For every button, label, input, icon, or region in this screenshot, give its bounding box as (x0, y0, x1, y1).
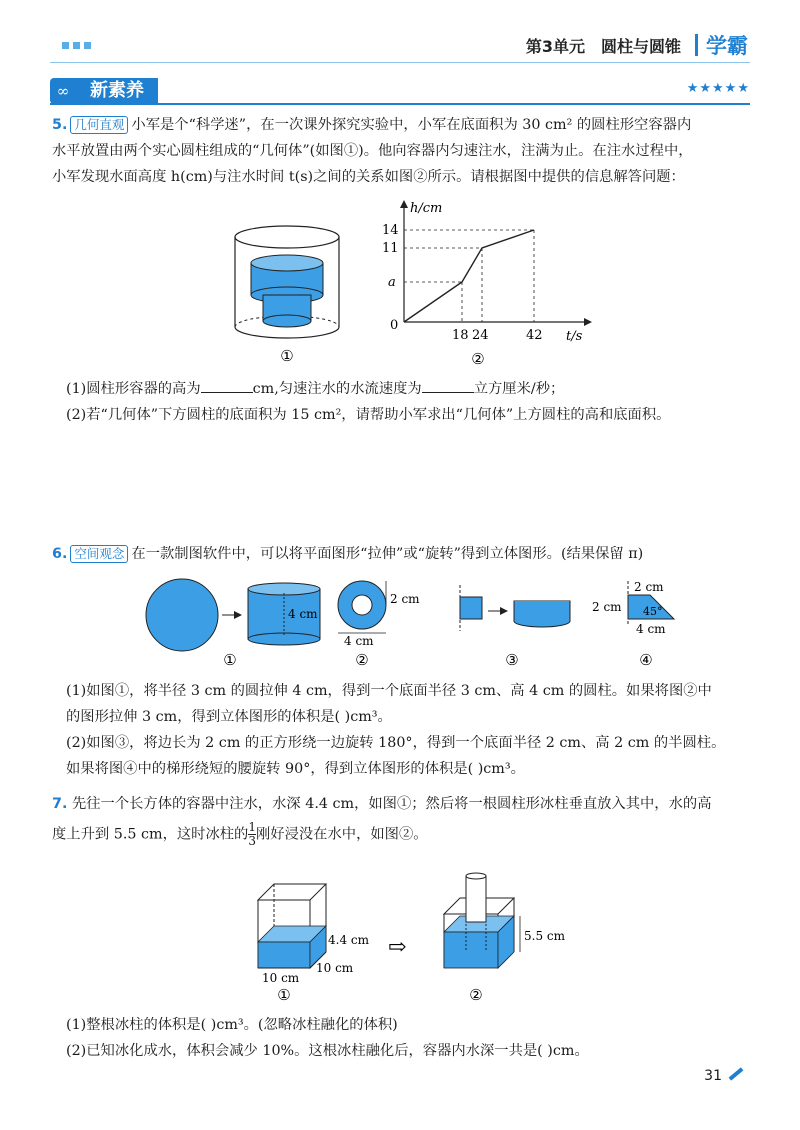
header-separator (695, 34, 698, 56)
section-banner (50, 78, 158, 104)
q7-fig1-label: ① (277, 986, 291, 1004)
graph-xlabel: t/s (566, 329, 583, 344)
q7-fig2-label: ② (469, 986, 483, 1004)
xtick-42: 42 (526, 328, 543, 343)
topic-label: 圆柱与圆锥 (600, 36, 681, 56)
frac-den: 3 (248, 834, 256, 848)
q6-fig3-label: ③ (505, 651, 519, 669)
q6-fig4-label: ④ (639, 651, 653, 669)
fig4-bottom: 4 cm (636, 622, 666, 636)
ytick-a: a (388, 275, 396, 290)
difficulty-stars: ★★★★★ (686, 81, 750, 96)
header-decoration (62, 42, 91, 49)
q7-figures (248, 868, 578, 1008)
fig1-height: 4 cm (288, 607, 318, 621)
q6-sub2-line1: (2)如图③，将边长为 2 cm 的正方形绕一边旋转 180°，得到一个底面半径 2 cm、高 2 cm 的半圆柱。 (66, 735, 726, 751)
q6-number: 6. (52, 546, 68, 562)
q7-text (52, 791, 752, 848)
q6-line1: 在一款制图软件中，可以将平面图形“拉伸”或“旋转”得到立体图形。(结果保留 π) (131, 546, 644, 562)
section-title: 新素养 (76, 78, 158, 104)
link-icon: ∞ (50, 78, 76, 104)
brand-logo: 学霸 (706, 34, 748, 58)
q7-line1: 先往一个长方体的容器中注水，水深 4.4 cm，如图①；然后将一根圆柱形冰柱垂直放入其中，水的高 (71, 796, 712, 812)
q5-sub2: (2)若“几何体”下方圆柱的底面积为 15 cm²，请帮助小军求出“几何体”上方圆柱的高和底面积。 (66, 407, 671, 423)
answer-blank[interactable] (201, 378, 253, 393)
q7-subquestions (66, 1012, 756, 1064)
q6-figures (140, 575, 700, 670)
ytick-14: 14 (382, 223, 399, 238)
page-number: 31 (704, 1068, 722, 1084)
q6-tag: 空间观念 (70, 545, 128, 563)
fig4-top: 2 cm (634, 580, 664, 594)
q5-line3: 小军发现水面高度 h(cm)与注水时间 t(s)之间的关系如图②所示。请根据图中提供的信息解答问题： (52, 169, 685, 185)
q7-line2-a: 度上升到 5.5 cm，这时冰柱的 (52, 826, 249, 843)
answer-blank[interactable] (422, 378, 474, 393)
q5-sub1-c: 立方厘米/秒； (473, 381, 565, 397)
q5-line1: 小军是个“科学迷”，在一次课外探究实验中，小军在底面积为 30 cm² 的圆柱形空容器内 (131, 117, 692, 133)
q7-fig1-length: 10 cm (316, 961, 354, 975)
frac-num: 1 (248, 820, 256, 834)
fig4-angle: 45° (643, 605, 663, 618)
q7-fig1-depth: 4.4 cm (328, 933, 369, 947)
q6-sub1-line1: (1)如图①，将半径 3 cm 的圆拉伸 4 cm，得到一个底面半径 3 cm、高 4 cm 的圆柱。如果将图②中 (66, 683, 712, 699)
graph-line (404, 230, 534, 322)
q6-fig2-label: ② (355, 651, 369, 669)
page-header (526, 30, 748, 60)
q5-graph (370, 196, 600, 371)
section-rule (50, 103, 750, 105)
fraction (248, 821, 256, 848)
q7-fig2-depth: 5.5 cm (524, 929, 565, 943)
q7-line2-b: 刚好浸没在水中，如图②。 (256, 826, 428, 843)
fig4-left: 2 cm (592, 600, 622, 614)
unit-label: 第3单元 (525, 36, 585, 56)
xtick-24: 24 (472, 328, 489, 343)
fig2-height: 2 cm (390, 592, 420, 606)
q6-sub2-line2: 如果将图④中的梯形绕短的腰旋转 90°，得到立体图形的体积是( )cm³。 (66, 761, 525, 777)
q7-sub1: (1)整根冰柱的体积是( )cm³。(忽略冰柱融化的体积) (66, 1017, 398, 1033)
q5-sub1-a: (1)圆柱形容器的高为 (66, 381, 201, 397)
q5-number: 5. (52, 117, 68, 133)
q5-sub1 (66, 376, 756, 402)
q5-subquestions (66, 376, 756, 428)
q5-line2: 水平放置由两个实心圆柱组成的“几何体”(如图①)。他向容器内匀速注水，注满为止。在注水过程中， (52, 143, 693, 159)
header-rule (50, 62, 750, 63)
q6-text (52, 541, 752, 567)
q5-tag: 几何直观 (70, 116, 128, 134)
q5-fig1-label: ① (280, 347, 294, 365)
graph-origin: 0 (390, 318, 399, 333)
fig2-width: 4 cm (344, 634, 374, 648)
q5-figure-container (225, 215, 355, 365)
q6-sub1-line2: 的图形拉伸 3 cm，得到立体图形的体积是( )cm³。 (66, 709, 392, 725)
q6-fig1-label: ① (223, 651, 237, 669)
graph-ylabel: h/cm (410, 201, 443, 216)
q5-text (52, 112, 752, 190)
pencil-icon (729, 1067, 744, 1080)
xtick-18: 18 (452, 328, 469, 343)
q5-sub1-b: cm,匀速注水的水流速度为 (252, 381, 422, 397)
ytick-11: 11 (382, 241, 399, 256)
q7-sub2: (2)已知冰化成水，体积会减少 10%。这根冰柱融化后，容器内水深一共是( )cm。 (66, 1043, 589, 1059)
q7-fig1-width: 10 cm (262, 971, 300, 985)
arrow-icon: ⇨ (388, 935, 407, 960)
q6-subquestions (66, 678, 756, 782)
q7-number: 7. (52, 796, 68, 812)
q5-fig2-label: ② (471, 350, 485, 368)
